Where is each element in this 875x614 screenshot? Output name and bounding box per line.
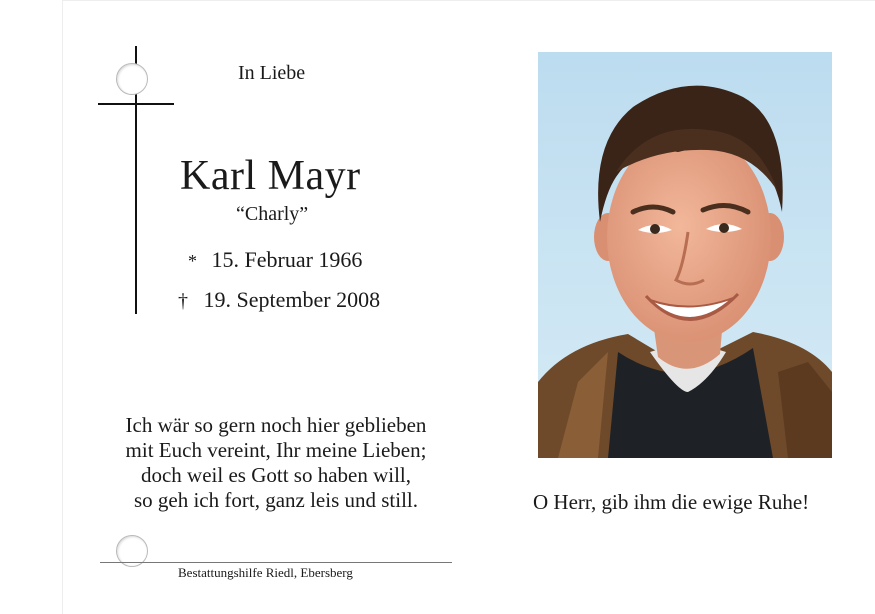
- birth-date: 15. Februar 1966: [211, 247, 363, 272]
- portrait-illustration: [538, 52, 832, 458]
- memorial-poem: [92, 413, 460, 513]
- poem-line: doch weil es Gott so haben will,: [140, 463, 412, 487]
- prayer-text: O Herr, gib ihm die ewige Ruhe!: [533, 490, 810, 514]
- header-text: In Liebe: [238, 62, 306, 84]
- footer-divider: [100, 562, 452, 563]
- birth-star-icon: *: [188, 251, 197, 271]
- death-date-line: [178, 287, 380, 313]
- deceased-name: Karl Mayr: [180, 153, 361, 199]
- cross-horizontal-bar: [98, 103, 174, 105]
- poem-line: so geh ich fort, ganz leis und still.: [133, 488, 419, 512]
- portrait-photo: [538, 52, 832, 458]
- death-cross-icon: †: [178, 290, 188, 312]
- poem-line: mit Euch vereint, Ihr meine Lieben;: [125, 438, 427, 462]
- punch-hole-icon: [116, 63, 148, 95]
- death-date: 19. September 2008: [203, 287, 381, 312]
- card-edge-left: [62, 0, 63, 614]
- funeral-home-footer: Bestattungshilfe Riedl, Ebersberg: [178, 565, 353, 580]
- card-edge-top: [62, 0, 875, 1]
- birth-date-line: [188, 247, 362, 273]
- deceased-nickname: “Charly”: [236, 203, 309, 225]
- poem-line: Ich wär so gern noch hier geblieben: [125, 413, 427, 437]
